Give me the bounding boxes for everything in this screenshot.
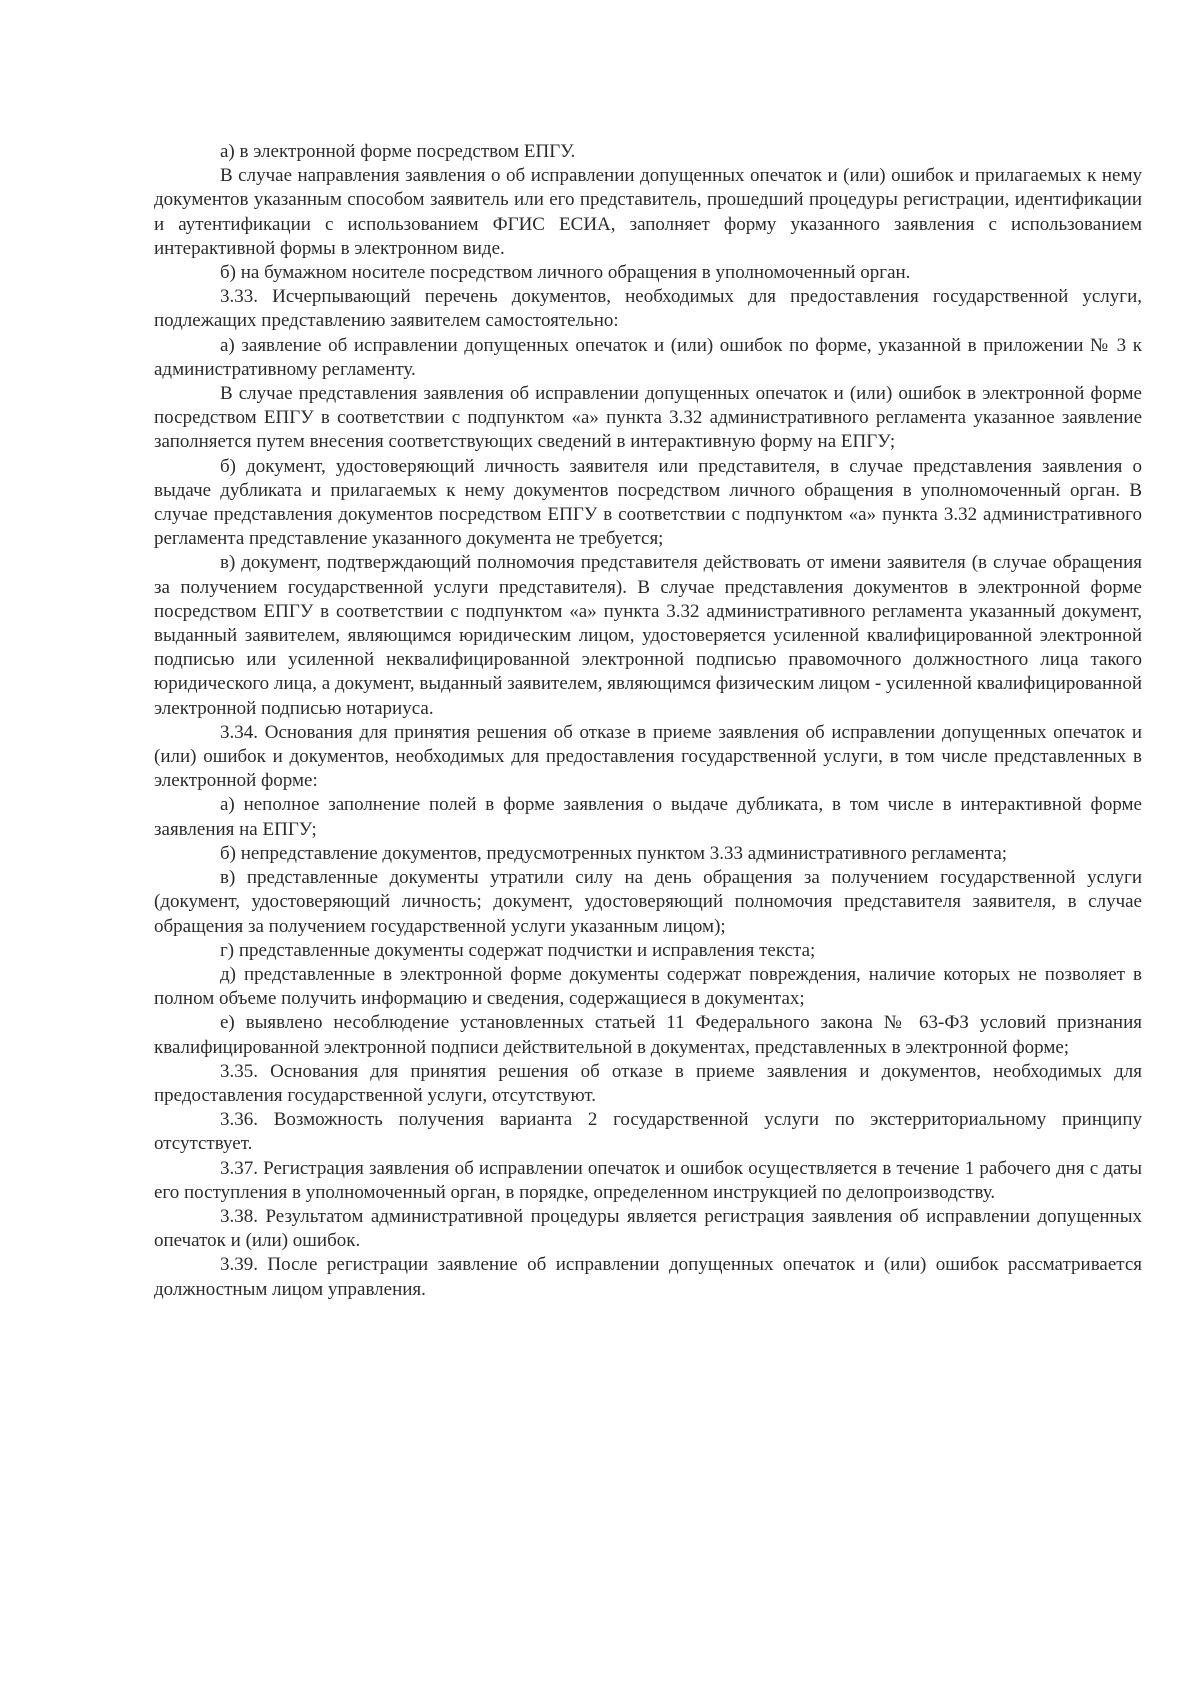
document-page	[154, 140, 1142, 1302]
paragraph-2: В случае направления заявления о об исправлении допущенных опечаток и (или) ошибок и прилагаемых к нему документов указанным способом заявитель или его представитель, прошедший процедуры регистрации, идентификации и аутентификации с использованием ФГИС ЕСИА, заполняет форму указанного заявления с использованием интерактивной формы в электронном виде.	[154, 165, 1142, 259]
paragraph-13: г) представленные документы содержат подчистки и исправления текста;	[220, 939, 816, 961]
paragraph-19: 3.38. Результатом административной процедуры является регистрация заявления об исправлении допущенных опечаток и (или) ошибок.	[154, 1205, 1142, 1252]
paragraph-9: 3.34. Основания для принятия решения об отказе в приеме заявления об исправлении допущенных опечаток и (или) ошибок и документов, необходимых для предоставления государственной услуги, в том числе представленных в электронной форме:	[154, 721, 1142, 792]
paragraph-18: 3.37. Регистрация заявления об исправлении опечаток и ошибок осуществляется в течение 1 рабочего дня с даты его поступления в уполномоченный орган, в порядке, определенном инструкцией по делопроизводству.	[154, 1157, 1142, 1203]
paragraph-11: б) непредставление документов, предусмотренных пунктом 3.33 административного регламента;	[220, 842, 1008, 864]
paragraph-17: 3.36. Возможность получения варианта 2 государственной услуги по экстерриториальному принципу отсутствует.	[154, 1109, 1142, 1155]
paragraph-20: 3.39. После регистрации заявление об исправлении допущенных опечаток и (или) ошибок рассматривается должностным лицом управления.	[154, 1254, 1142, 1300]
paragraph-16: 3.35. Основания для принятия решения об отказе в приеме заявления и документов, необходимых для предоставления государственной услуги, отсутствуют.	[154, 1060, 1142, 1106]
paragraph-5: а) заявление об исправлении допущенных опечаток и (или) ошибок по форме, указанной в приложении № 3 к административному регламенту.	[154, 334, 1142, 380]
paragraph-1: а) в электронной форме посредством ЕПГУ.	[220, 141, 576, 162]
paragraph-3: б) на бумажном носителе посредством личного обращения в уполномоченный орган.	[220, 262, 911, 284]
paragraph-8: в) документ, подтверждающий полномочия представителя действовать от имени заявителя (в случае обращения за получением государственной услуги представителя). В случае представления документов в электронной форме посредством ЕПГУ в соответствии с подпунктом «а» пункта 3.32 административного регламента указанный документ, выданный заявителем, являющимся юридическим лицом, удостоверяется усиленной квалифицированной электронной подписью или усиленной неквалифицированной электронной подписью правомочного должностного лица такого юридического лица, а документ, выданный заявителем, являющимся физическим лицом - усиленной квалифицированной электронной подписью нотариуса.	[154, 552, 1142, 719]
paragraph-4: 3.33. Исчерпывающий перечень документов, необходимых для предоставления государственной услуги, подлежащих представлению заявителем самостоятельно:	[154, 286, 1142, 332]
paragraph-10: а) неполное заполнение полей в форме заявления о выдаче дубликата, в том числе в интерактивной форме заявления на ЕПГУ;	[154, 794, 1142, 840]
paragraph-12: в) представленные документы утратили силу на день обращения за получением государственной услуги (документ, удостоверяющий личность; документ, удостоверяющий полномочия представителя заявителя, в случае обращения за получением государственной услуги указанным лицом);	[154, 867, 1142, 937]
paragraph-14: д) представленные в электронной форме документы содержат повреждения, наличие которых не позволяет в полном объеме получить информацию и сведения, содержащиеся в документах;	[154, 963, 1142, 1010]
paragraph-15: е) выявлено несоблюдение установленных статьей 11 Федерального закона № 63-ФЗ условий признания квалифицированной электронной подписи действительной в документах, представленных в электронной форме;	[154, 1012, 1142, 1058]
paragraph-6: В случае представления заявления об исправлении допущенных опечаток и (или) ошибок в электронной форме посредством ЕПГУ в соответствии с подпунктом «а» пункта 3.32 административного регламента указанное заявление заполняется путем внесения соответствующих сведений в интерактивную форму на ЕПГУ;	[154, 383, 1142, 453]
paragraph-7: б) документ, удостоверяющий личность заявителя или представителя, в случае представления заявления о выдаче дубликата и прилагаемых к нему документов посредством личного обращения в уполномоченный орган. В случае представления документов посредством ЕПГУ в соответствии с подпунктом «а» пункта 3.32 административного регламента представление указанного документа не требуется;	[154, 455, 1142, 550]
